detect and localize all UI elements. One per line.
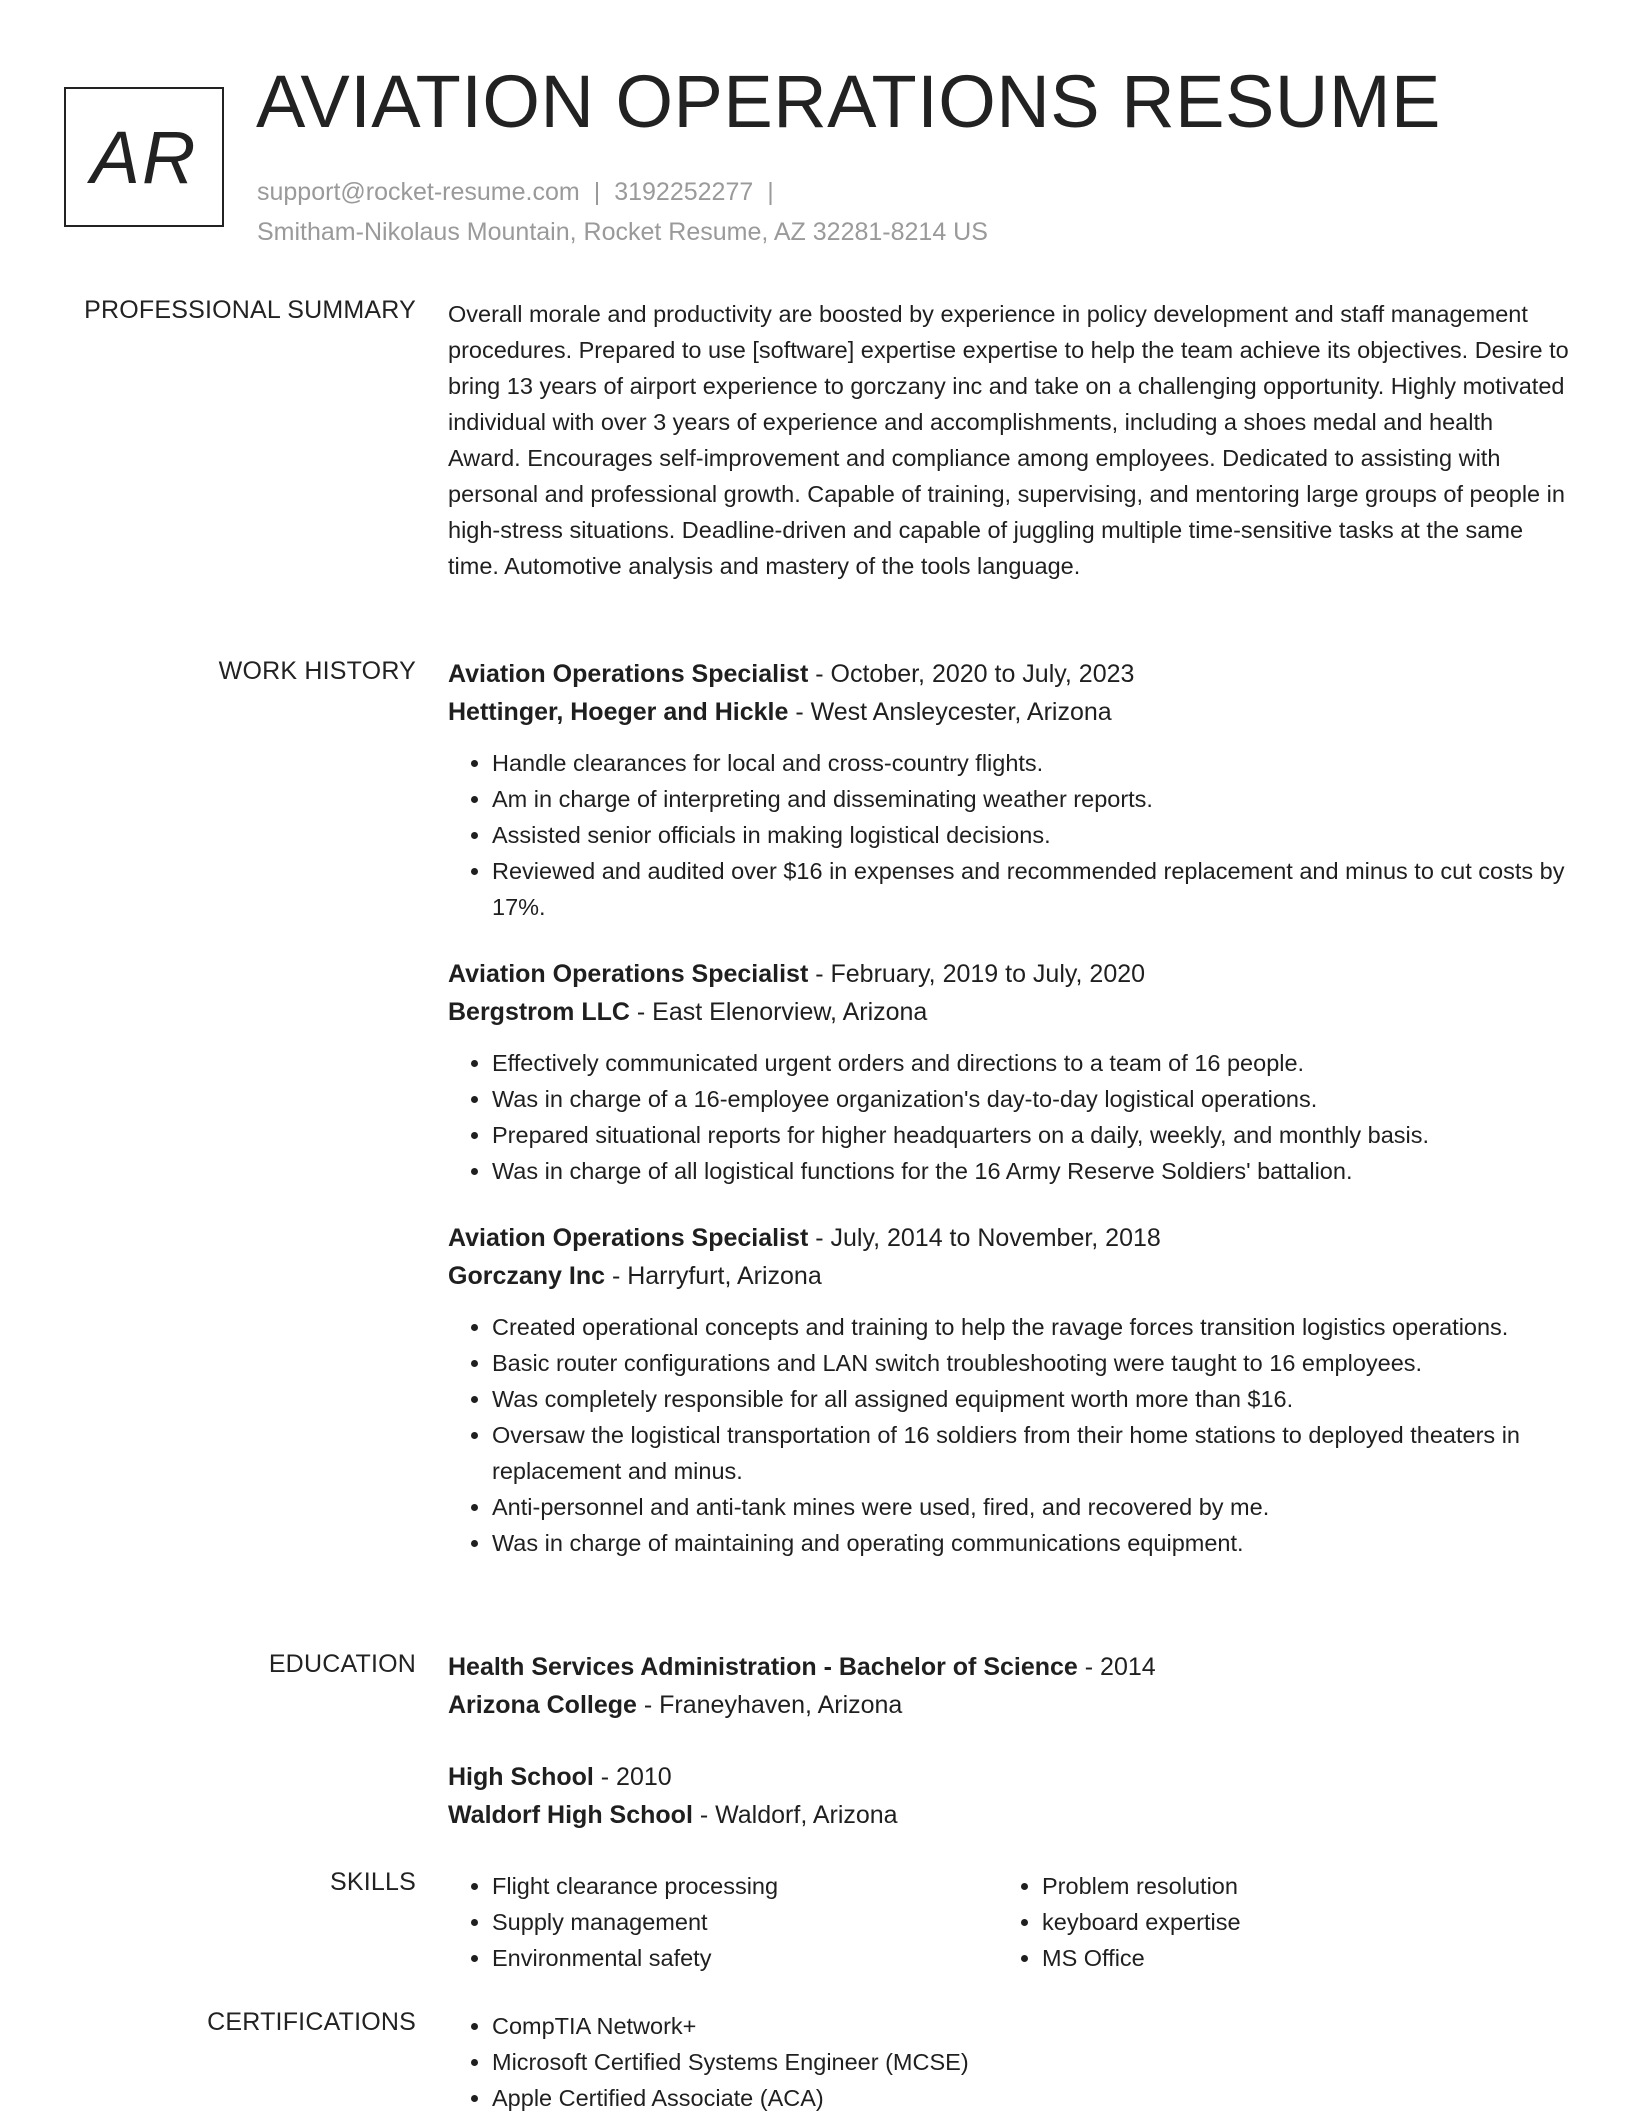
job-company: Hettinger, Hoeger and Hickle (448, 698, 789, 726)
contact-block (257, 172, 988, 252)
job-bullet: • Was in charge of a 16-employee organization's day-to-day logistical operations. (492, 1081, 1570, 1117)
skill-item: • Problem resolution (1042, 1868, 1548, 1904)
certifications-list (448, 2008, 1570, 2116)
skill-item: • Environmental safety (492, 1940, 998, 1976)
education-location: - Franeyhaven, Arizona (636, 1691, 903, 1719)
job-dates: - October, 2020 to July, 2023 (808, 660, 1135, 688)
certification-item: • Microsoft Certified Systems Engineer (MCSE) (492, 2044, 1570, 2080)
education-degree: High School (448, 1763, 594, 1791)
job-entry (448, 655, 1570, 925)
job-location: - West Ansleycester, Arizona (788, 698, 1112, 726)
work-content (448, 655, 1570, 1591)
contact-separator: | (767, 178, 774, 206)
skill-item: • Supply management (492, 1904, 998, 1940)
job-bullet: • Was in charge of maintaining and operating communications equipment. (492, 1525, 1570, 1561)
education-content (448, 1648, 1570, 1868)
education-year: - 2014 (1077, 1653, 1156, 1681)
section-label-education: EDUCATION (268, 1650, 416, 1678)
job-title: Aviation Operations Specialist (448, 660, 809, 688)
job-bullet: • Assisted senior officials in making logistical decisions. (492, 817, 1570, 853)
education-school: Arizona College (448, 1691, 637, 1719)
job-title-line (448, 1219, 1570, 1257)
job-bullet: • Reviewed and audited over $16 in expenses and recommended replacement and minus to cut costs by 17%. (492, 853, 1570, 925)
education-location: - Waldorf, Arizona (692, 1801, 898, 1829)
contact-phone[interactable]: 3192252277 (614, 178, 754, 206)
job-bullet: • Was completely responsible for all assigned equipment worth more than $16. (492, 1381, 1570, 1417)
job-bullet: • Anti-personnel and anti-tank mines were used, fired, and recovered by me. (492, 1489, 1570, 1525)
job-bullets (448, 1309, 1570, 1561)
section-label-skills: SKILLS (330, 1868, 416, 1896)
education-school-line (448, 1686, 1570, 1724)
job-bullet: • Effectively communicated urgent orders and directions to a team of 16 people. (492, 1045, 1570, 1081)
skills-column-2 (998, 1868, 1548, 1976)
job-bullets (448, 1045, 1570, 1189)
job-company: Bergstrom LLC (448, 998, 630, 1026)
contact-address: Smitham-Nikolaus Mountain, Rocket Resume, AZ 32281-8214 US (257, 218, 988, 246)
skill-item: • keyboard expertise (1042, 1904, 1548, 1940)
job-bullet: • Oversaw the logistical transportation of 16 soldiers from their home stations to deployed theaters in replacement and minus. (492, 1417, 1570, 1489)
job-entry (448, 955, 1570, 1189)
summary-text: Overall morale and productivity are boosted by experience in policy development and staff management procedures. Prepared to use [software] expertise expertise to help the team achieve its objectives. Desire to bring 13 years of airport experience to gorczany inc and take on a challenging opportunity. Highly motivated individual with over 3 years of experience and accomplishments, including a shoes medal and health Award. Encourages self-improvement and compliance among employees. Dedicated to assisting with personal and professional growth. Capable of training, supervising, and mentoring large groups of people in high-stress situations. Deadline-driven and capable of juggling multiple time-sensitive tasks at the same time. Automotive analysis and mastery of the tools language. (448, 301, 1569, 579)
job-title: Aviation Operations Specialist (448, 1224, 809, 1252)
education-school-line (448, 1796, 1570, 1834)
certifications-content (448, 2008, 1570, 2116)
contact-line-1 (257, 172, 988, 212)
job-title-line (448, 655, 1570, 693)
job-bullet: • Handle clearances for local and cross-country flights. (492, 745, 1570, 781)
job-dates: - July, 2014 to November, 2018 (808, 1224, 1161, 1252)
skills-column-1 (448, 1868, 998, 1976)
summary-content (448, 296, 1570, 584)
job-company: Gorczany Inc (448, 1262, 605, 1290)
job-bullet: • Basic router configurations and LAN switch troubleshooting were taught to 16 employees. (492, 1345, 1570, 1381)
monogram-initials: AR (90, 115, 198, 199)
skill-item: • MS Office (1042, 1940, 1548, 1976)
monogram-box (64, 87, 224, 227)
education-year: - 2010 (593, 1763, 672, 1791)
skill-item: • Flight clearance processing (492, 1868, 998, 1904)
education-school: Waldorf High School (448, 1801, 693, 1829)
contact-email[interactable]: support@rocket-resume.com (257, 178, 580, 206)
job-bullet: • Created operational concepts and training to help the ravage forces transition logistics operations. (492, 1309, 1570, 1345)
resume-title: AVIATION OPERATIONS RESUME (256, 60, 1441, 143)
job-company-line (448, 993, 1570, 1031)
certification-item: • CompTIA Network+ (492, 2008, 1570, 2044)
section-label-work: WORK HISTORY (218, 657, 416, 685)
education-degree: Health Services Administration - Bachelor of Science (448, 1653, 1078, 1681)
job-bullet: • Prepared situational reports for higher headquarters on a daily, weekly, and monthly basis. (492, 1117, 1570, 1153)
education-entry (448, 1758, 1570, 1834)
section-label-certifications: CERTIFICATIONS (207, 2008, 416, 2036)
job-bullets (448, 745, 1570, 925)
job-entry (448, 1219, 1570, 1561)
job-bullet: • Was in charge of all logistical functions for the 16 Army Reserve Soldiers' battalion. (492, 1153, 1570, 1189)
education-degree-line (448, 1648, 1570, 1686)
job-location: - Harryfurt, Arizona (605, 1262, 822, 1290)
job-title-line (448, 955, 1570, 993)
job-company-line (448, 1257, 1570, 1295)
certification-item: • Apple Certified Associate (ACA) (492, 2080, 1570, 2116)
education-entry (448, 1648, 1570, 1724)
section-label-summary: PROFESSIONAL SUMMARY (84, 296, 416, 324)
education-degree-line (448, 1758, 1570, 1796)
job-dates: - February, 2019 to July, 2020 (808, 960, 1146, 988)
job-location: - East Elenorview, Arizona (629, 998, 928, 1026)
job-title: Aviation Operations Specialist (448, 960, 809, 988)
job-bullet: • Am in charge of interpreting and disseminating weather reports. (492, 781, 1570, 817)
skills-content (448, 1868, 1570, 1976)
job-company-line (448, 693, 1570, 731)
contact-separator: | (593, 178, 601, 206)
